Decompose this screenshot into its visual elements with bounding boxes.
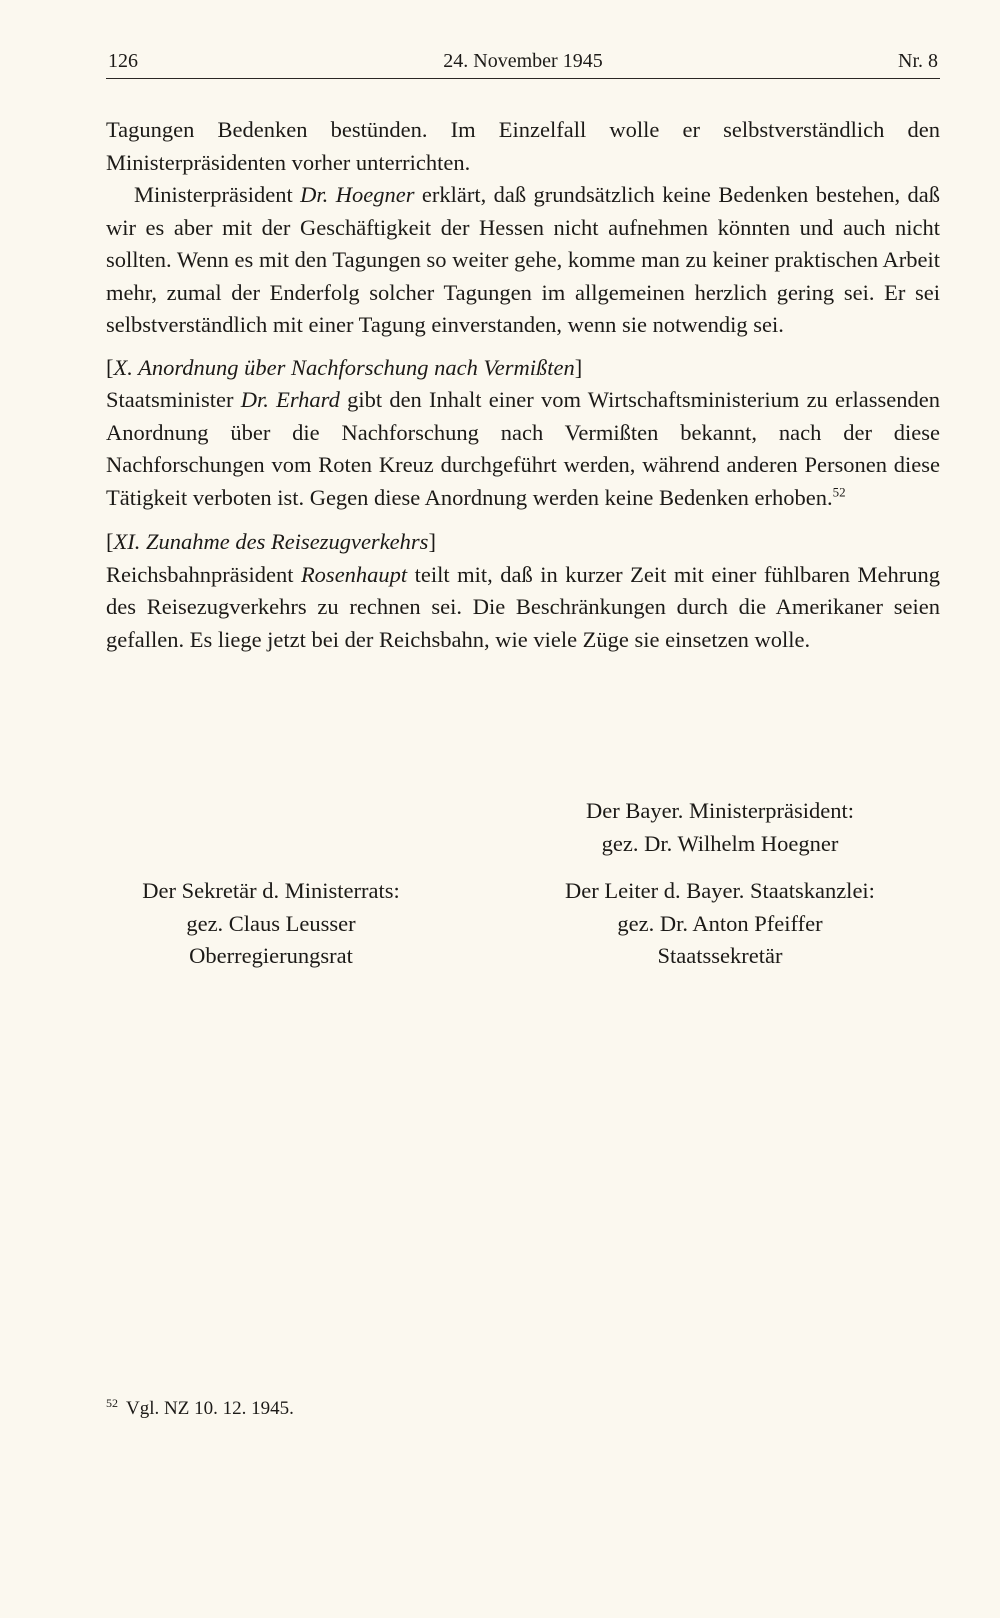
footnote-ref: 52 xyxy=(832,484,846,499)
header-date: 24. November 1945 xyxy=(443,50,603,72)
footnote-text: Vgl. NZ 10. 12. 1945. xyxy=(126,1398,294,1419)
footnote xyxy=(106,1395,294,1420)
paragraph: Ministerpräsident Dr. Hoegner erklärt, daß grundsätzlich keine Bedenken bestehen, daß wir es aber mit der Geschäftigkeit der Hessen nicht aufnehmen könnten und auch nicht sollten. Wenn es mit den Tagungen so weiter gehe, komme man zu keiner praktischen Arbeit mehr, zumal der Enderfolg solcher Tagungen im allgemeinen herzlich gering sei. Er sei selbstverständlich mit einer Tagung einverstanden, wenn sie notwendig sei. xyxy=(106,182,940,337)
section-heading: [XI. Zunahme des Reisezugverkehrs] xyxy=(106,529,436,554)
signature-title: Der Sekretär d. Ministerrats: xyxy=(142,878,400,903)
page-number: 126 xyxy=(108,50,138,72)
speaker-title: Dr. xyxy=(240,387,277,412)
body-text xyxy=(106,114,940,656)
paragraph: Reichsbahnpräsident Rosenhaupt teilt mit, daß in kurzer Zeit mit einer fühlbaren Mehrung des Reisezugverkehrs zu rechnen sei. Die Beschränkungen durch die Amerikaner seien gefallen. Es liege jetzt bei der Reichsbahn, wie viele Züge sie einsetzen wolle. xyxy=(106,561,940,652)
issue-number: Nr. 8 xyxy=(898,50,938,72)
signature-rank: Staatssekretär xyxy=(657,943,783,968)
page-header xyxy=(106,46,940,79)
speaker-title: Dr. xyxy=(300,182,336,207)
signature-title: Der Bayer. Ministerpräsident: xyxy=(585,798,855,823)
signature-title: Der Leiter d. Bayer. Staatskanzlei: xyxy=(565,878,875,903)
signature-minister-president xyxy=(540,795,900,860)
paragraph: Staatsminister Dr. Erhard gibt den Inhalt einer vom Wirtschaftsministerium zu erlassenden Anordnung über die Nachforschung nach Vermißten bekannt, nach der diese Nachforschungen vom Roten Kreuz durchgeführt werden, während anderen Personen diese Tätigkeit verboten ist. Gegen diese Anordnung werden keine Bedenken erhoben.$^{52}$ xyxy=(106,387,940,510)
speaker-name: Hoegner xyxy=(335,182,415,207)
speaker-name: Rosenhaupt xyxy=(300,561,408,587)
signature-chancellery xyxy=(540,875,900,973)
signature-name: gez. Dr. Anton Pfeiffer xyxy=(617,910,823,936)
signature-name: gez. Claus Leusser xyxy=(186,910,356,936)
section-heading: [X. Anordnung über Nachforschung nach Vermißten] xyxy=(106,354,583,380)
signature-rank: Oberregierungsrat xyxy=(189,943,353,968)
speaker-name: Erhard xyxy=(276,387,340,412)
footnote-number: 52 xyxy=(106,1395,118,1410)
signature-name: gez. Dr. Wilhelm Hoegner xyxy=(601,830,839,856)
paragraph: Tagungen Bedenken bestünden. Im Einzelfall wolle er selbstverständlich den Ministerpräsidenten vorher unterrichten. xyxy=(106,117,940,175)
signature-secretary xyxy=(106,875,436,973)
